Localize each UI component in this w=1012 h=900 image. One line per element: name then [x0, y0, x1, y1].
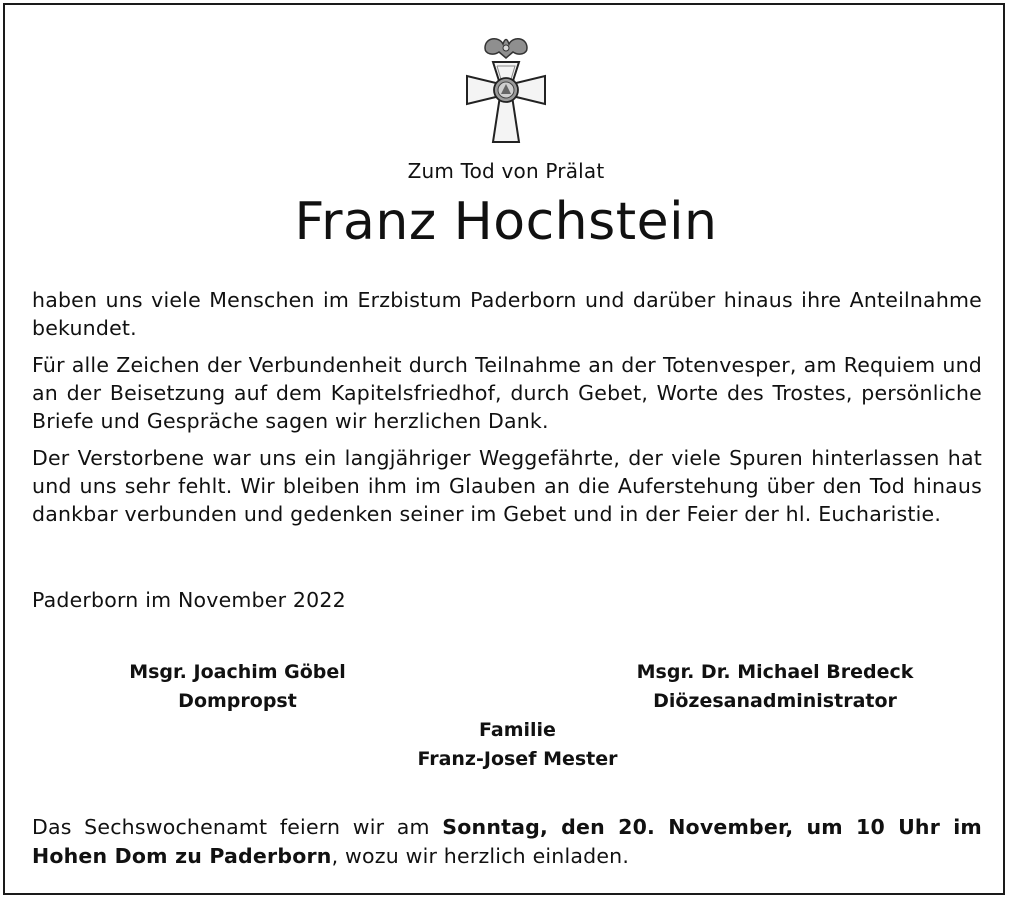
- closing-text: , wozu wir herzlich einladen.: [331, 844, 630, 868]
- signatory-family: [390, 716, 645, 774]
- cross-medal-icon: [455, 34, 557, 146]
- service-datetime-location: Sonntag, den 20. November, um 10 Uhr im Hohen Dom zu Paderborn: [32, 815, 982, 868]
- service-announcement: [32, 813, 982, 871]
- family-label: Familie: [479, 719, 556, 741]
- family-name: Franz-Josef Mester: [417, 748, 618, 770]
- signatory-right: [605, 658, 945, 716]
- intro-line: Zum Tod von Prälat: [407, 159, 605, 183]
- signatory-name: Msgr. Joachim Göbel: [129, 661, 346, 683]
- signatory-role: Dompropst: [178, 690, 297, 712]
- paragraph: haben uns viele Menschen im Erzbistum Paderborn und darüber hinaus ihre Anteilnahme bekundet.: [32, 288, 982, 340]
- paragraph: Der Verstorbene war uns ein langjähriger Weggefährte, der viele Spuren hinterlassen hat und uns sehr fehlt. Wir bleiben ihm im Glauben an die Auferstehung über den Tod hinaus dankbar verbunden und gedenken seiner im Gebet und in der Feier der hl. Eucharistie.: [32, 446, 982, 526]
- signatory-role: Diözesanadministrator: [653, 690, 897, 712]
- deceased-name: Franz Hochstein: [294, 192, 718, 252]
- signatory-left: [105, 658, 370, 716]
- notice-body: [32, 286, 982, 537]
- signatory-name: Msgr. Dr. Michael Bredeck: [636, 661, 914, 683]
- closing-text: Das Sechswochenamt feiern wir am: [32, 815, 443, 839]
- place-date: Paderborn im November 2022: [32, 588, 346, 612]
- paragraph: Für alle Zeichen der Verbundenheit durch Teilnahme an der Totenvesper, am Requiem und an der Beisetzung auf dem Kapitelsfriedhof, durch Gebet, Worte des Trostes, persönliche Briefe und Gespräche sagen wir herzlichen Dank.: [32, 353, 982, 433]
